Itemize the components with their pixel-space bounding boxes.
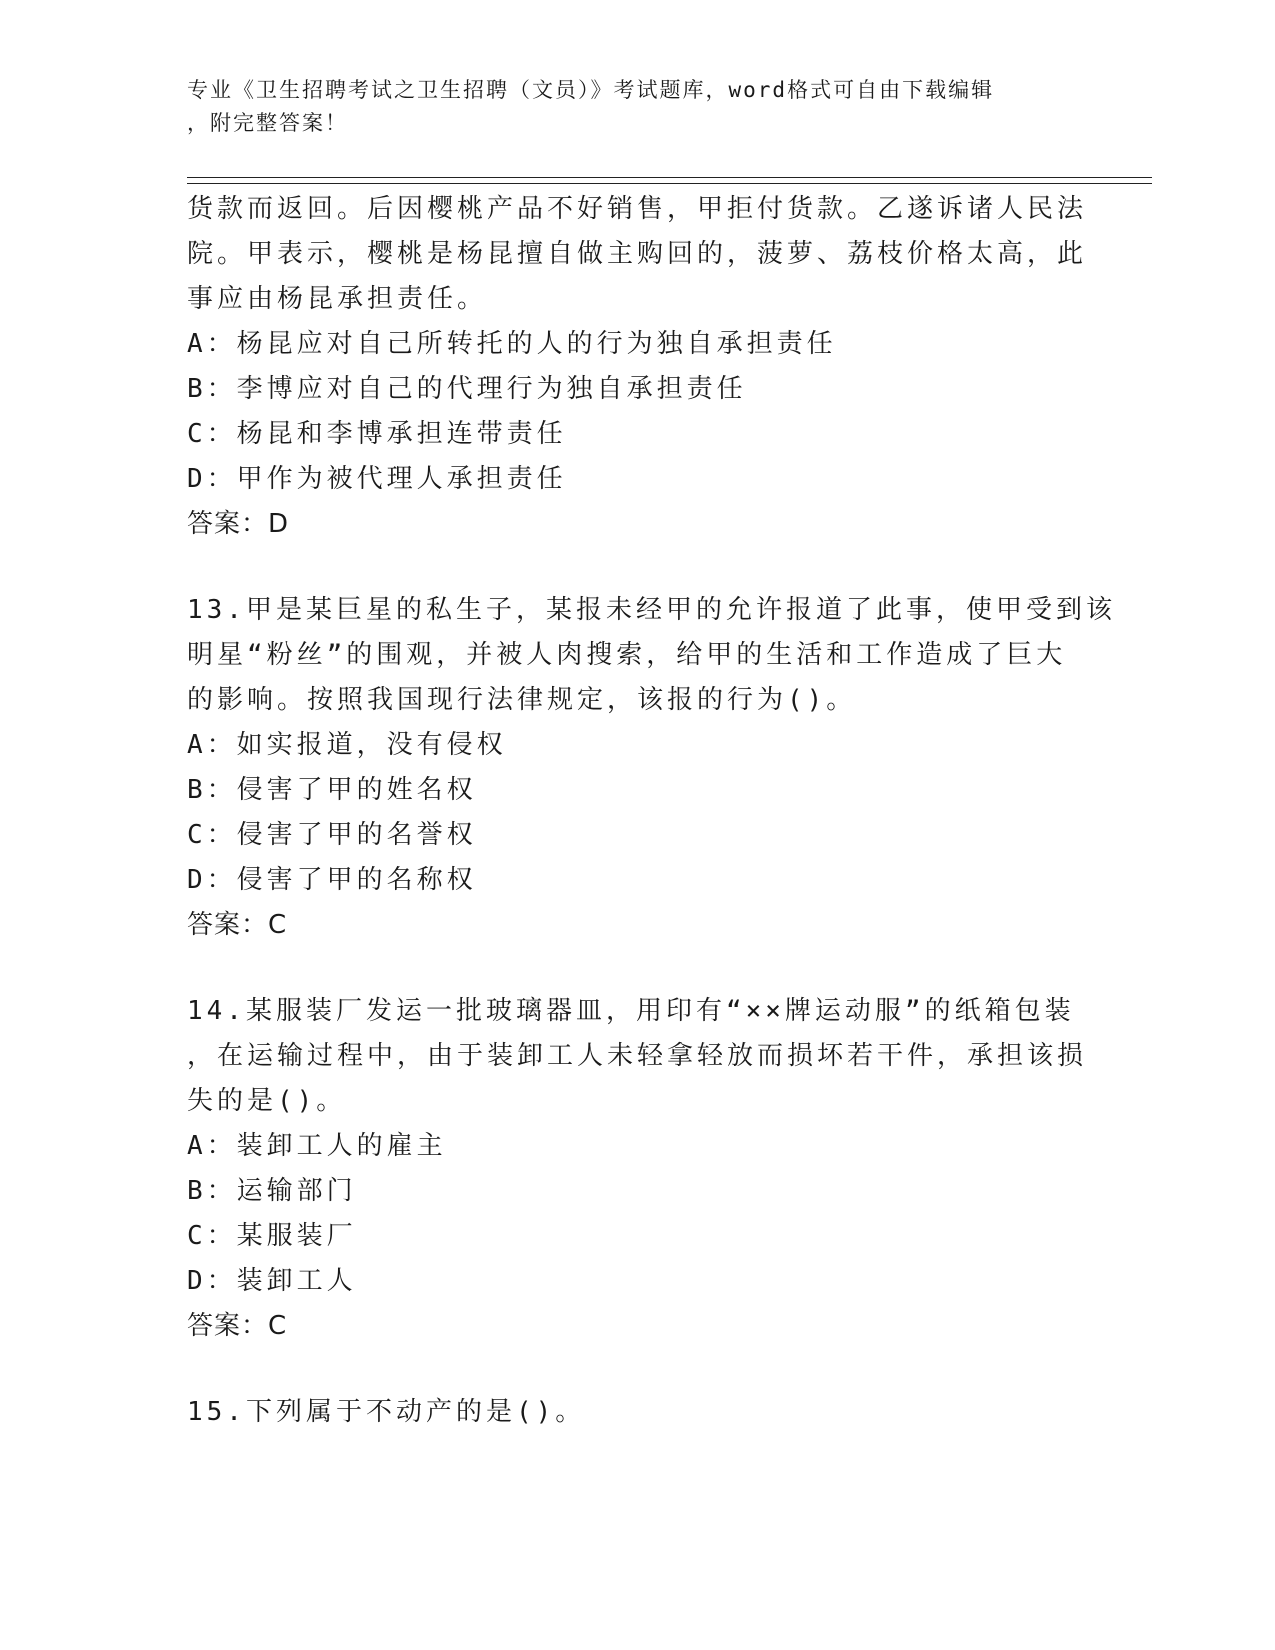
question-text-line: 13.甲是某巨星的私生子，某报未经甲的允许报道了此事，使甲受到该 [187, 595, 1116, 625]
option-c: C：侵害了甲的名誉权 [187, 820, 477, 850]
question-14 [187, 989, 1147, 1349]
question-15 [187, 1390, 1147, 1435]
header-divider-top [187, 177, 1152, 178]
option-a: A：装卸工人的雇主 [187, 1131, 447, 1161]
option-c: C：某服装厂 [187, 1221, 357, 1251]
header-divider-bottom [187, 183, 1152, 184]
question-text-line: 14.某服装厂发运一批玻璃器皿，用印有“××牌运动服”的纸箱包装 [187, 996, 1075, 1026]
header-title-line-1: 专业《卫生招聘考试之卫生招聘（文员）》考试题库，word格式可自由下载编辑 [187, 78, 995, 102]
answer-label: 答案：C [187, 910, 288, 940]
option-d: D：侵害了甲的名称权 [187, 865, 477, 895]
question-text-line: 货款而返回。后因樱桃产品不好销售，甲拒付货款。乙遂诉诸人民法 [187, 194, 1088, 224]
option-b: B：侵害了甲的姓名权 [187, 775, 477, 805]
option-a: A：如实报道，没有侵权 [187, 730, 507, 760]
question-text-line: 明星“粉丝”的围观，并被人肉搜索，给甲的生活和工作造成了巨大 [187, 640, 1067, 670]
answer-label: 答案：D [187, 509, 290, 539]
document-header [187, 74, 1087, 140]
option-b: B：李博应对自己的代理行为独自承担责任 [187, 374, 747, 404]
option-a: A：杨昆应对自己所转托的人的行为独自承担责任 [187, 329, 837, 359]
question-13 [187, 588, 1147, 948]
document-body [187, 187, 1147, 1435]
question-text-line: 事应由杨昆承担责任。 [187, 284, 488, 314]
option-c: C：杨昆和李博承担连带责任 [187, 419, 567, 449]
answer-label: 答案：C [187, 1311, 288, 1341]
question-text-line: 失的是()。 [187, 1086, 347, 1116]
option-d: D：装卸工人 [187, 1266, 357, 1296]
question-text-line: 15.下列属于不动产的是()。 [187, 1397, 586, 1427]
option-b: B：运输部门 [187, 1176, 357, 1206]
question-text-line: 院。甲表示，樱桃是杨昆擅自做主购回的，菠萝、荔枝价格太高，此 [187, 239, 1088, 269]
header-title-line-2: ，附完整答案！ [187, 111, 348, 135]
option-d: D：甲作为被代理人承担责任 [187, 464, 567, 494]
question-text-line: ，在运输过程中，由于装卸工人未轻拿轻放而损坏若干件，承担该损 [187, 1041, 1088, 1071]
question-text-line: 的影响。按照我国现行法律规定，该报的行为()。 [187, 685, 857, 715]
question-12-continuation [187, 187, 1147, 547]
